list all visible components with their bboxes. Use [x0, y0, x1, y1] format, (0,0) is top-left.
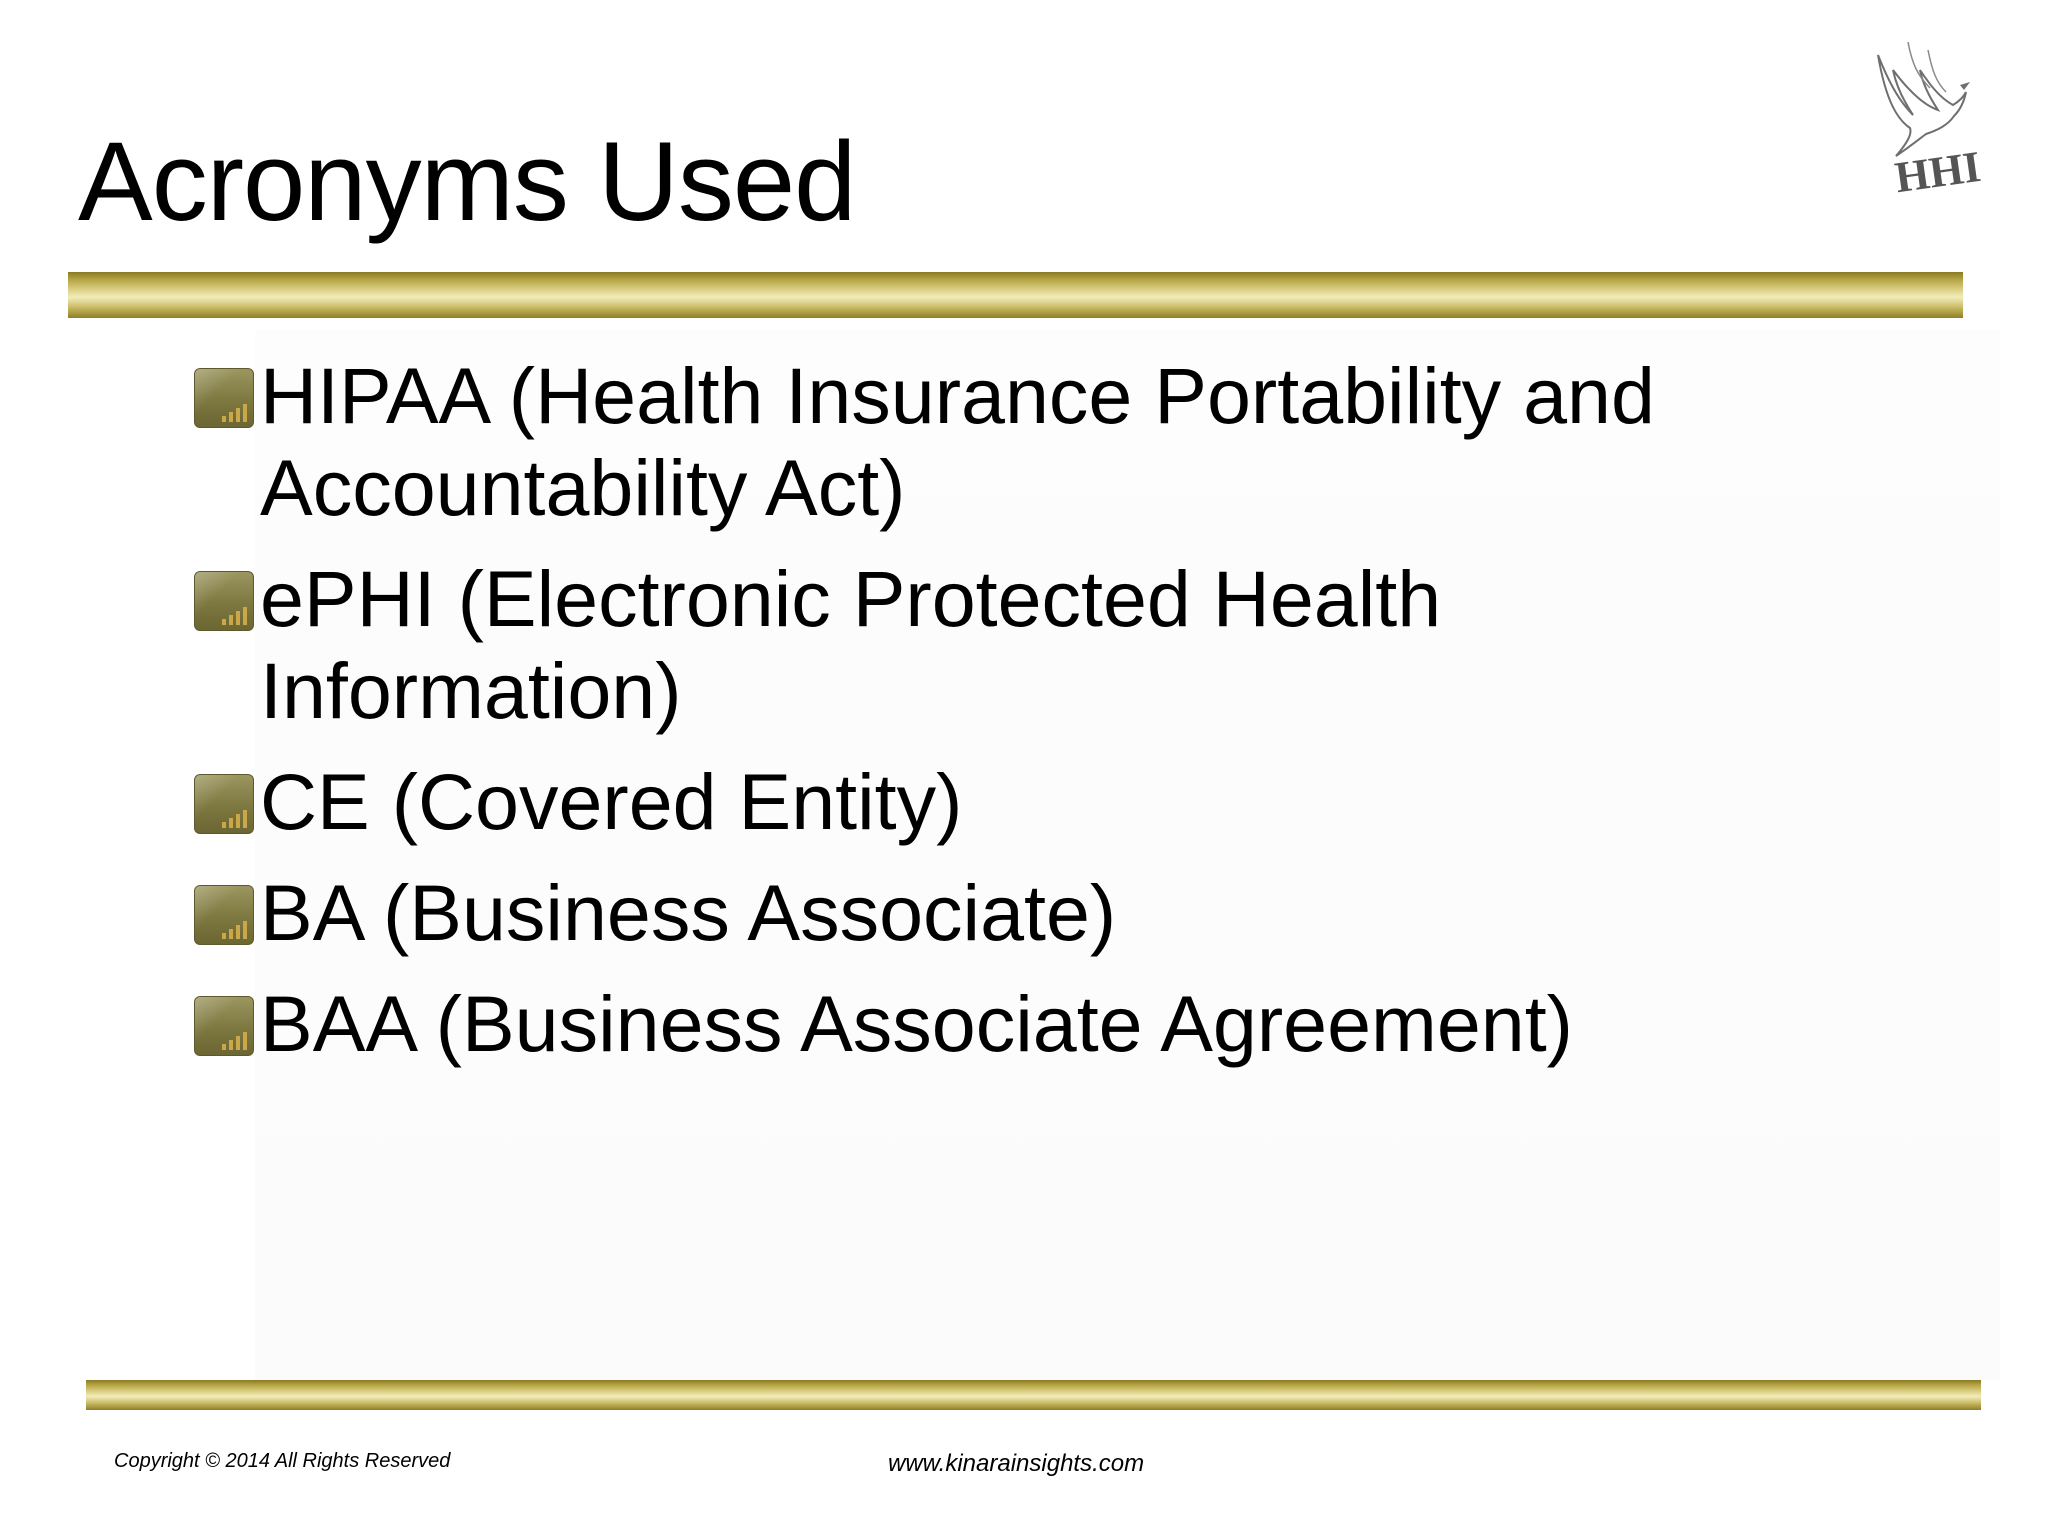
- logo-text: HHI: [1891, 141, 1984, 200]
- bullet-icon: [194, 996, 254, 1056]
- acronym-hipaa-line2: Accountability Act): [260, 443, 906, 532]
- list-item: [194, 350, 1794, 534]
- list-item: [194, 553, 1794, 737]
- bullet-icon: [194, 571, 254, 631]
- acronym-ce: CE (Covered Entity): [260, 757, 963, 846]
- bullet-icon: [194, 774, 254, 834]
- dove-icon: [1868, 30, 1988, 200]
- acronym-list: [194, 350, 1794, 1089]
- footer-website: www.kinarainsights.com: [888, 1450, 1145, 1477]
- bullet-icon: [194, 885, 254, 945]
- bullet-icon: [194, 368, 254, 428]
- list-item: [194, 867, 1794, 959]
- hhi-logo: [1868, 30, 1988, 200]
- bottom-gold-rule: [86, 1380, 1981, 1410]
- acronym-baa: BAA (Business Associate Agreement): [260, 979, 1573, 1068]
- acronym-ba: BA (Business Associate): [260, 868, 1117, 957]
- acronym-ephi-line2: Information): [260, 646, 682, 735]
- top-gold-rule: [68, 272, 1963, 318]
- list-item: [194, 756, 1794, 848]
- acronym-hipaa-line1: HIPAA (Health Insurance Portability and: [260, 351, 1655, 440]
- acronym-ephi-line1: ePHI (Electronic Protected Health: [260, 554, 1442, 643]
- slide-title: Acronyms Used: [78, 119, 856, 244]
- list-item: [194, 978, 1794, 1070]
- footer-copyright: Copyright © 2014 All Rights Reserved: [114, 1450, 451, 1472]
